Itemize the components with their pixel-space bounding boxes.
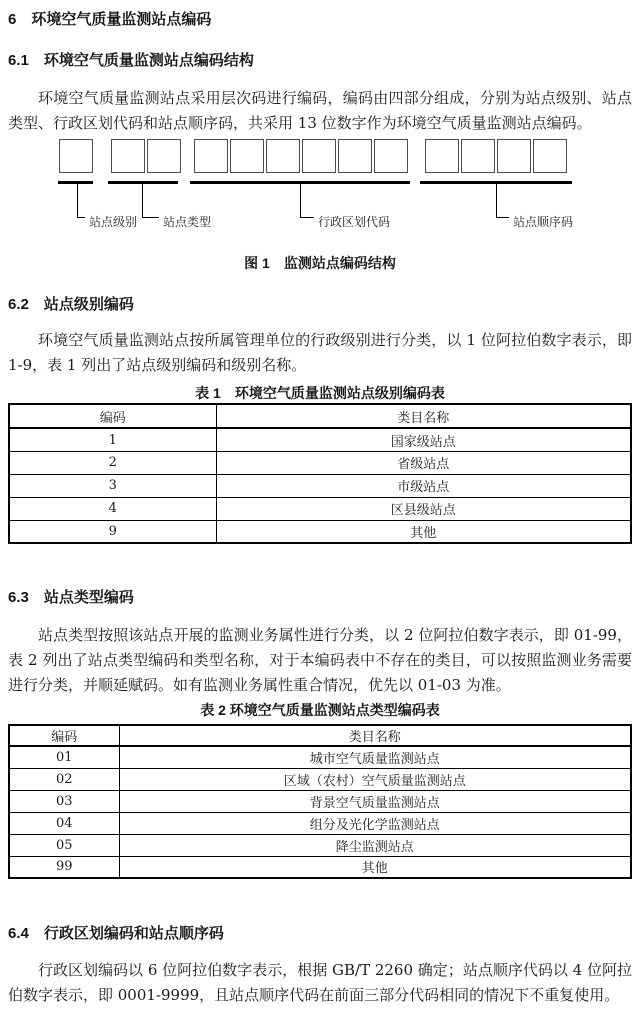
- code-cell: 3: [9, 474, 216, 497]
- figure-group-underline: [58, 181, 93, 184]
- digit-box: [266, 139, 300, 173]
- code-cell: 02: [9, 768, 119, 790]
- figure-group-label: 站点级别: [89, 215, 138, 230]
- table-row: [9, 428, 631, 451]
- table-header-cell: 编码: [9, 404, 216, 428]
- paragraph-6-2: 环境空气质量监测站点按所属管理单位的行政级别进行分类，以 1 位阿拉伯数字表示，即 1-9，表 1 列出了站点级别编码和级别名称。: [8, 331, 632, 374]
- table-row: [9, 451, 631, 474]
- figure-1-caption: 图 1 监测站点编码结构: [244, 255, 396, 272]
- digit-box: [147, 139, 181, 173]
- table-row: [9, 520, 631, 543]
- document-page: [8, 10, 632, 1007]
- digit-box: [230, 139, 264, 173]
- code-structure-figure: [8, 139, 632, 232]
- digit-box: [302, 139, 336, 173]
- section-6-4-heading: 6.4 行政区划编码和站点顺序码: [8, 925, 224, 943]
- category-name-cell: 国家级站点: [216, 428, 631, 451]
- table-row: [9, 746, 631, 768]
- table-row: [9, 790, 631, 812]
- figure-connector-tick: [300, 217, 314, 218]
- category-name-cell: 背景空气质量监测站点: [119, 790, 631, 812]
- category-name-cell: 城市空气质量监测站点: [119, 746, 631, 768]
- digit-box: [374, 139, 408, 173]
- figure-connector-tick: [77, 217, 85, 218]
- section-6-1-heading: 6.1 环境空气质量监测站点编码结构: [8, 52, 254, 69]
- digit-box: [533, 139, 567, 173]
- figure-connector-line: [496, 182, 497, 218]
- table-row: [9, 812, 631, 834]
- category-name-cell: 其他: [216, 520, 631, 543]
- figure-group-underline: [108, 181, 178, 184]
- category-name-cell: 组分及光化学监测站点: [119, 812, 631, 834]
- code-cell: 1: [9, 428, 216, 451]
- digit-box: [111, 139, 145, 173]
- code-cell: 99: [9, 856, 119, 878]
- paragraph-6-3: 站点类型按照该站点开展的监测业务属性进行分类，以 2 位阿拉伯数字表示，即 01-99，表 2 列出了站点类型编码和类型名称，对于本编码表中不存在的类目，可以按照监测业务需要进行分类，并顺延赋码。如有监测业务属性重合情况，优先以 01-03 为准。: [8, 626, 632, 694]
- table-header-cell: 编码: [9, 725, 119, 746]
- paragraph-6-4: 行政区划编码以 6 位阿拉伯数字表示，根据 GB/T 2260 确定；站点顺序代码以 4 位阿拉伯数字表示，即 0001-9999，且站点顺序代码在前面三部分代码相同的情况下不重复使用。: [8, 961, 632, 1004]
- table-row: [9, 497, 631, 520]
- table-header-row: [9, 725, 631, 746]
- code-cell: 4: [9, 497, 216, 520]
- category-name-cell: 区县级站点: [216, 497, 631, 520]
- table-header-cell: 类目名称: [119, 725, 631, 746]
- figure-group-label: 行政区划代码: [318, 215, 391, 230]
- code-cell: 03: [9, 790, 119, 812]
- figure-group-label: 站点顺序码: [513, 215, 574, 230]
- figure-group-label: 站点类型: [163, 215, 212, 230]
- table-header-row: [9, 404, 631, 428]
- table-header-cell: 类目名称: [216, 404, 631, 428]
- digit-box: [497, 139, 531, 173]
- digit-box: [338, 139, 372, 173]
- table-row: [9, 856, 631, 878]
- table-2-caption: 表 2 环境空气质量监测站点类型编码表: [200, 702, 440, 719]
- digit-box: [59, 139, 93, 173]
- category-name-cell: 其他: [119, 856, 631, 878]
- category-name-cell: 区域（农村）空气质量监测站点: [119, 768, 631, 790]
- category-name-cell: 降尘监测站点: [119, 834, 631, 856]
- table-row: [9, 834, 631, 856]
- figure-connector-line: [300, 182, 301, 218]
- table-1-caption: 表 1 环境空气质量监测站点级别编码表: [195, 385, 445, 402]
- section-6-3-heading: 6.3 站点类型编码: [8, 589, 134, 607]
- station-level-code-table: [8, 403, 632, 544]
- code-cell: 04: [9, 812, 119, 834]
- section-6-2-heading: 6.2 站点级别编码: [8, 296, 134, 314]
- figure-connector-line: [77, 182, 78, 218]
- category-name-cell: 省级站点: [216, 451, 631, 474]
- section-6-heading: 6 环境空气质量监测站点编码: [8, 11, 212, 28]
- table-row: [9, 768, 631, 790]
- table-row: [9, 474, 631, 497]
- figure-connector-tick: [496, 217, 509, 218]
- station-type-code-table: [8, 724, 632, 879]
- digit-box: [461, 139, 495, 173]
- code-cell: 05: [9, 834, 119, 856]
- digit-box: [194, 139, 228, 173]
- figure-connector-line: [142, 182, 143, 218]
- code-cell: 2: [9, 451, 216, 474]
- code-cell: 9: [9, 520, 216, 543]
- category-name-cell: 市级站点: [216, 474, 631, 497]
- digit-box: [425, 139, 459, 173]
- code-cell: 01: [9, 746, 119, 768]
- figure-connector-tick: [142, 217, 159, 218]
- paragraph-6-1: 环境空气质量监测站点采用层次码进行编码，编码由四部分组成，分别为站点级别、站点类型、行政区划代码和站点顺序码，共采用 13 位数字作为环境空气质量监测站点编码。: [8, 89, 632, 132]
